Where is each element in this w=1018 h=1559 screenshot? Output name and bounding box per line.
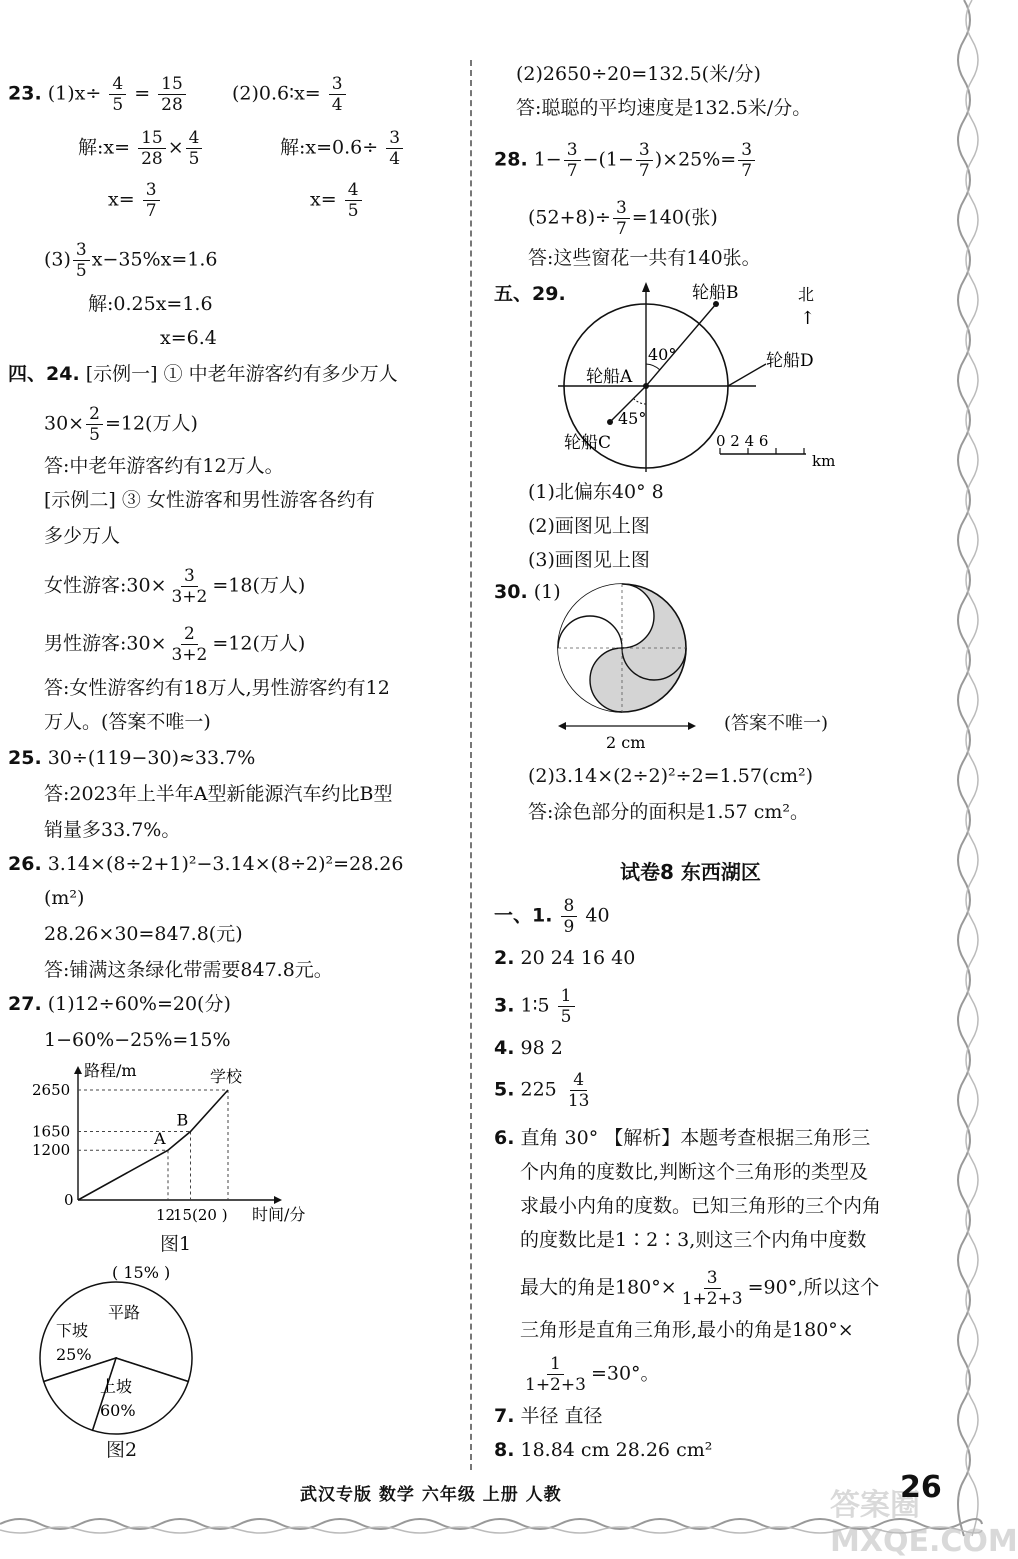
numerator: 1 (558, 986, 575, 1007)
fraction (613, 198, 630, 239)
y-tick-label: 1650 (32, 1122, 71, 1141)
calc-text: 男性游客:30× (44, 632, 167, 655)
s7-answer: 半径 直径 (520, 1405, 603, 1427)
route-pie-chart (30, 1262, 210, 1438)
s8-label: 8. (494, 1439, 515, 1461)
denominator: 3+2 (171, 645, 208, 665)
fraction (558, 986, 575, 1027)
s1-line (494, 896, 610, 937)
x-tick-label: 15 (173, 1206, 193, 1224)
s6-text-line5 (520, 1268, 879, 1309)
s5-line (494, 1070, 594, 1111)
slice-label: 平路 (108, 1303, 141, 1322)
s6-text: 最大的角是180°× (520, 1276, 677, 1299)
fraction (738, 140, 755, 181)
fraction (679, 1268, 746, 1309)
fraction (73, 240, 90, 281)
q24-example2-cont: 多少万人 (44, 525, 121, 547)
denominator: 28 (141, 149, 163, 169)
fraction (561, 896, 578, 937)
angle-45-label: 45° (618, 409, 647, 428)
numerator: 2 (181, 624, 198, 645)
q27-calc1: (1)12÷60%=20(分) (47, 993, 231, 1015)
fraction (86, 404, 103, 445)
q30-label: 30. (494, 581, 528, 603)
calc-text: 30× (44, 412, 85, 435)
fraction (345, 180, 362, 221)
s8-answer: 18.84 cm 28.26 cm² (520, 1439, 713, 1461)
slice-value-label: 60% (100, 1401, 136, 1420)
q23-label: 23. (8, 82, 42, 105)
calc-text: −(1− (582, 148, 634, 171)
q30-part2: (2)3.14×(2÷2)²÷2=1.57(cm²) (528, 765, 814, 787)
s1-label: 一、1. (494, 904, 553, 927)
calc-result: =18(万人) (212, 574, 306, 597)
denominator: 3+2 (171, 587, 208, 607)
denominator: 4 (389, 149, 401, 169)
numerator: 3 (613, 198, 630, 219)
fraction (169, 624, 211, 665)
calc-result: =12(万人) (104, 412, 198, 435)
x-tick-label: (20 ) (192, 1206, 228, 1224)
numerator: 15 (138, 128, 166, 149)
solution-text: 解:x=0.6÷ (280, 136, 379, 159)
dimension-label: 2 cm (606, 733, 646, 752)
numerator: 4 (109, 74, 126, 95)
s1-answer: 40 (585, 904, 610, 927)
answer-text: x= (310, 188, 337, 211)
q23-1-fraction-b (158, 74, 186, 115)
q23-1-solution (78, 128, 204, 169)
q25-line (8, 746, 255, 770)
q26-label: 26. (8, 853, 42, 875)
q23-2-equation: (2)0.6∶x= (232, 82, 321, 105)
q23-line1 (8, 74, 188, 115)
x-axis-arrow-icon (274, 1196, 282, 1204)
q23-2-fraction (329, 74, 346, 115)
axis-arrow-icon (642, 282, 650, 292)
numerator: 15 (158, 74, 186, 95)
numerator: 4 (570, 1070, 587, 1091)
calc-text: (52+8)÷ (528, 206, 611, 229)
q24-female-calc (44, 566, 305, 607)
s3-label: 3. (494, 994, 515, 1017)
s3-line (494, 986, 577, 1027)
angle-arc-45 (634, 399, 646, 404)
y-axis-label: 路程/m (84, 1061, 137, 1080)
q23-2-answer (310, 180, 364, 221)
fraction (138, 128, 166, 169)
fraction (186, 128, 203, 169)
q24-example2: [示例二] ③ 女性游客和男性游客各约有 (44, 489, 375, 511)
fig2-caption: 图2 (106, 1439, 138, 1461)
s2-answer: 20 24 16 40 (520, 947, 636, 969)
s6-line1 (494, 1126, 870, 1150)
slice-label: 上坡 (100, 1377, 133, 1396)
fraction (565, 1070, 593, 1111)
numerator: 3 (386, 128, 403, 149)
slice-value-label: 25% (56, 1345, 92, 1364)
q30-note: (答案不唯一) (724, 713, 829, 734)
x-tick-label: 12 (156, 1206, 176, 1224)
numerator: 1 (547, 1354, 564, 1375)
ship-b-label: 轮船B (692, 283, 739, 303)
denominator: 5 (75, 261, 87, 281)
calc-text: 女性游客:30× (44, 574, 167, 597)
distance-line-series (78, 1090, 228, 1200)
s6-text: 直角 30° 【解析】本题考查根据三角形三 (520, 1127, 871, 1149)
q25-label: 25. (8, 747, 42, 769)
denominator: 5 (347, 201, 359, 221)
q25-calc: 30÷(119−30)≈33.7% (47, 747, 256, 769)
denominator: 5 (188, 149, 200, 169)
angle-arc-40 (646, 364, 660, 370)
s4-answer: 98 2 (520, 1037, 563, 1059)
q28-calc2 (528, 198, 718, 239)
numerator: 8 (561, 896, 578, 917)
q24-answer1: 答:中老年游客约有12万人。 (44, 455, 284, 477)
numerator: 3 (73, 240, 90, 261)
column-divider (470, 60, 472, 1470)
s6-text-line7 (520, 1354, 660, 1395)
pinwheel-circle-figure (556, 580, 706, 750)
q25-answer-cont: 销量多33.7%。 (44, 819, 181, 841)
s6-text-line2: 个内角的度数比,判断这个三角形的类型及 (520, 1161, 869, 1183)
s7-line (494, 1404, 603, 1428)
q27-line (8, 992, 231, 1016)
scale-unit: km (812, 452, 836, 470)
s2-line (494, 946, 635, 970)
q28-answer: 答:这些窗花一共有140张。 (528, 247, 761, 269)
numerator: 2 (86, 404, 103, 425)
north-arrow-icon: ↑ (800, 308, 816, 329)
denominator: 28 (161, 95, 183, 115)
fraction (636, 140, 653, 181)
s6-text-line6: 三角形是直角三角形,最小的角是180°× (520, 1319, 854, 1341)
q30-line (494, 580, 561, 604)
fraction (143, 180, 160, 221)
s4-line (494, 1036, 563, 1060)
q27-calc2: 1−60%−25%=15% (44, 1029, 231, 1051)
q25-answer: 答:2023年上半年A型新能源汽车约比B型 (44, 783, 393, 805)
denominator: 7 (615, 219, 627, 239)
s8-line (494, 1438, 712, 1462)
denominator: 9 (563, 917, 575, 937)
q24-example1: [示例一] ① 中老年游客约有多少万人 (85, 363, 398, 385)
y-tick-label: 2650 (32, 1081, 71, 1099)
q24-label: 四、24. (8, 363, 80, 385)
q23-3-answer: x=6.4 (160, 327, 217, 349)
numerator: 3 (564, 140, 581, 161)
q30-part1: (1) (533, 581, 561, 603)
q23-1-lhs: x÷ (74, 82, 102, 105)
denominator: 7 (566, 161, 578, 181)
q24-calc1 (44, 404, 198, 445)
s7-label: 7. (494, 1405, 515, 1427)
ship-c-point (607, 419, 613, 425)
q30-answer: 答:涂色部分的面积是1.57 cm²。 (528, 801, 810, 823)
times-sign: × (167, 136, 184, 159)
q26-calc2: 28.26×30=847.8(元) (44, 923, 243, 945)
q28-label: 28. (494, 148, 528, 171)
q23-2-solution (280, 128, 405, 169)
numerator: 4 (186, 128, 203, 149)
ship-c-label: 轮船C (564, 433, 612, 453)
s3-answer: 1∶5 (520, 994, 550, 1017)
wavy-border-right (956, 0, 982, 1536)
q23-3-prefix: (3) (44, 248, 71, 271)
dimension-arrow-left-icon (558, 722, 566, 730)
denominator: 4 (331, 95, 343, 115)
slice-label: 下坡 (56, 1321, 89, 1340)
ship-a-point (643, 383, 649, 389)
s6-label: 6. (494, 1127, 515, 1149)
denominator: 7 (638, 161, 650, 181)
fraction (564, 140, 581, 181)
s6-text-line4: 的度数比是1∶2∶3,则这三个内角中度数 (520, 1229, 867, 1251)
q23-2-line (232, 74, 348, 115)
q26-answer: 答:铺满这条绿化带需要847.8元。 (44, 959, 333, 981)
q27-label: 27. (8, 993, 42, 1015)
calc-result: =140(张) (631, 206, 718, 229)
equation-rest: x−35%x=1.6 (91, 248, 218, 271)
y-axis-arrow-icon (74, 1066, 82, 1074)
fraction (169, 566, 211, 607)
numerator: 3 (143, 180, 160, 201)
section-title: 试卷8 东西湖区 (620, 860, 761, 884)
numerator: 3 (704, 1268, 721, 1289)
q24-answer2-cont: 万人。(答案不唯一) (44, 711, 211, 733)
fraction (522, 1354, 589, 1395)
numerator: 4 (345, 180, 362, 201)
q23-3-solution: 解:0.25x=1.6 (88, 293, 213, 315)
x-axis-label: 时间/分 (252, 1205, 306, 1224)
calc-text: 1− (533, 148, 562, 171)
denominator: 1+2+3 (681, 1289, 743, 1309)
calc-result: =12(万人) (212, 632, 306, 655)
scale-labels: 0 2 4 6 (716, 432, 769, 450)
angle-40-label: 40° (648, 345, 677, 364)
denominator: 5 (112, 95, 124, 115)
numerator: 3 (329, 74, 346, 95)
ship-position-diagram (556, 276, 856, 476)
q24-answer2: 答:女性游客约有18万人,男性游客约有12 (44, 677, 390, 699)
page-number: 26 (900, 1470, 942, 1505)
answer-text: x= (108, 188, 135, 211)
fraction (386, 128, 403, 169)
s6-text: =90°,所以这个 (747, 1276, 880, 1299)
slice-value-label: ( 15% ) (112, 1263, 171, 1282)
s4-label: 4. (494, 1037, 515, 1059)
q24-male-calc (44, 624, 305, 665)
solution-text: 解:x= (78, 136, 131, 159)
equals: = (134, 82, 151, 105)
q26-unit: (m²) (44, 887, 85, 909)
numerator: 3 (181, 566, 198, 587)
dimension-arrow-right-icon (688, 722, 696, 730)
fig1-caption: 图1 (160, 1233, 192, 1255)
s5-answer: 225 (520, 1078, 557, 1101)
q26-calc: 3.14×(8÷2+1)²−3.14×(8÷2)²=28.26 (47, 853, 404, 875)
denominator: 5 (560, 1007, 572, 1027)
q24-line1 (8, 362, 398, 386)
q27-calc3: (2)2650÷20=132.5(米/分) (516, 63, 761, 85)
ship-d-label: 轮船D (766, 351, 814, 371)
footer-text: 武汉专版 数学 六年级 上册 人教 (300, 1485, 562, 1505)
q23-3-equation (44, 240, 217, 281)
watermark: 答案圈 MXQE.COM (830, 1488, 1018, 1559)
calc-text: )×25%= (654, 148, 737, 171)
denominator: 5 (89, 425, 100, 445)
q23-1-answer (108, 180, 162, 221)
north-label: 北 (798, 285, 815, 304)
q28-line (494, 140, 757, 181)
s6-text: =30°。 (590, 1362, 660, 1385)
denominator: 7 (145, 201, 157, 221)
q27-answer: 答:聪聪的平均速度是132.5米/分。 (516, 97, 812, 119)
point-label: B (176, 1110, 189, 1130)
q29-answer1: (1)北偏东40° 8 (528, 481, 664, 503)
origin-label: 0 (64, 1191, 74, 1209)
denominator: 13 (567, 1091, 590, 1111)
q26-line (8, 852, 404, 876)
q23-1-prefix: (1) (47, 82, 75, 105)
denominator: 1+2+3 (525, 1375, 586, 1395)
q23-1-fraction-a (109, 74, 126, 115)
point-label: 学校 (210, 1067, 243, 1086)
numerator: 3 (738, 140, 755, 161)
ship-a-label: 轮船A (586, 367, 633, 387)
numerator: 3 (636, 140, 653, 161)
s2-label: 2. (494, 947, 515, 969)
y-tick-label: 1200 (32, 1141, 71, 1160)
point-label: A (154, 1129, 166, 1149)
q29-label: 五、29. (494, 283, 566, 305)
s6-text-line3: 求最小内角的度数。已知三角形的三个内角 (520, 1195, 882, 1217)
line-to-ship-d (728, 364, 766, 386)
distance-time-chart (30, 1060, 330, 1230)
q29-answer3: (3)画图见上图 (528, 549, 650, 571)
q29-answer2: (2)画图见上图 (528, 515, 650, 537)
s5-label: 5. (494, 1078, 515, 1101)
denominator: 7 (741, 161, 753, 181)
